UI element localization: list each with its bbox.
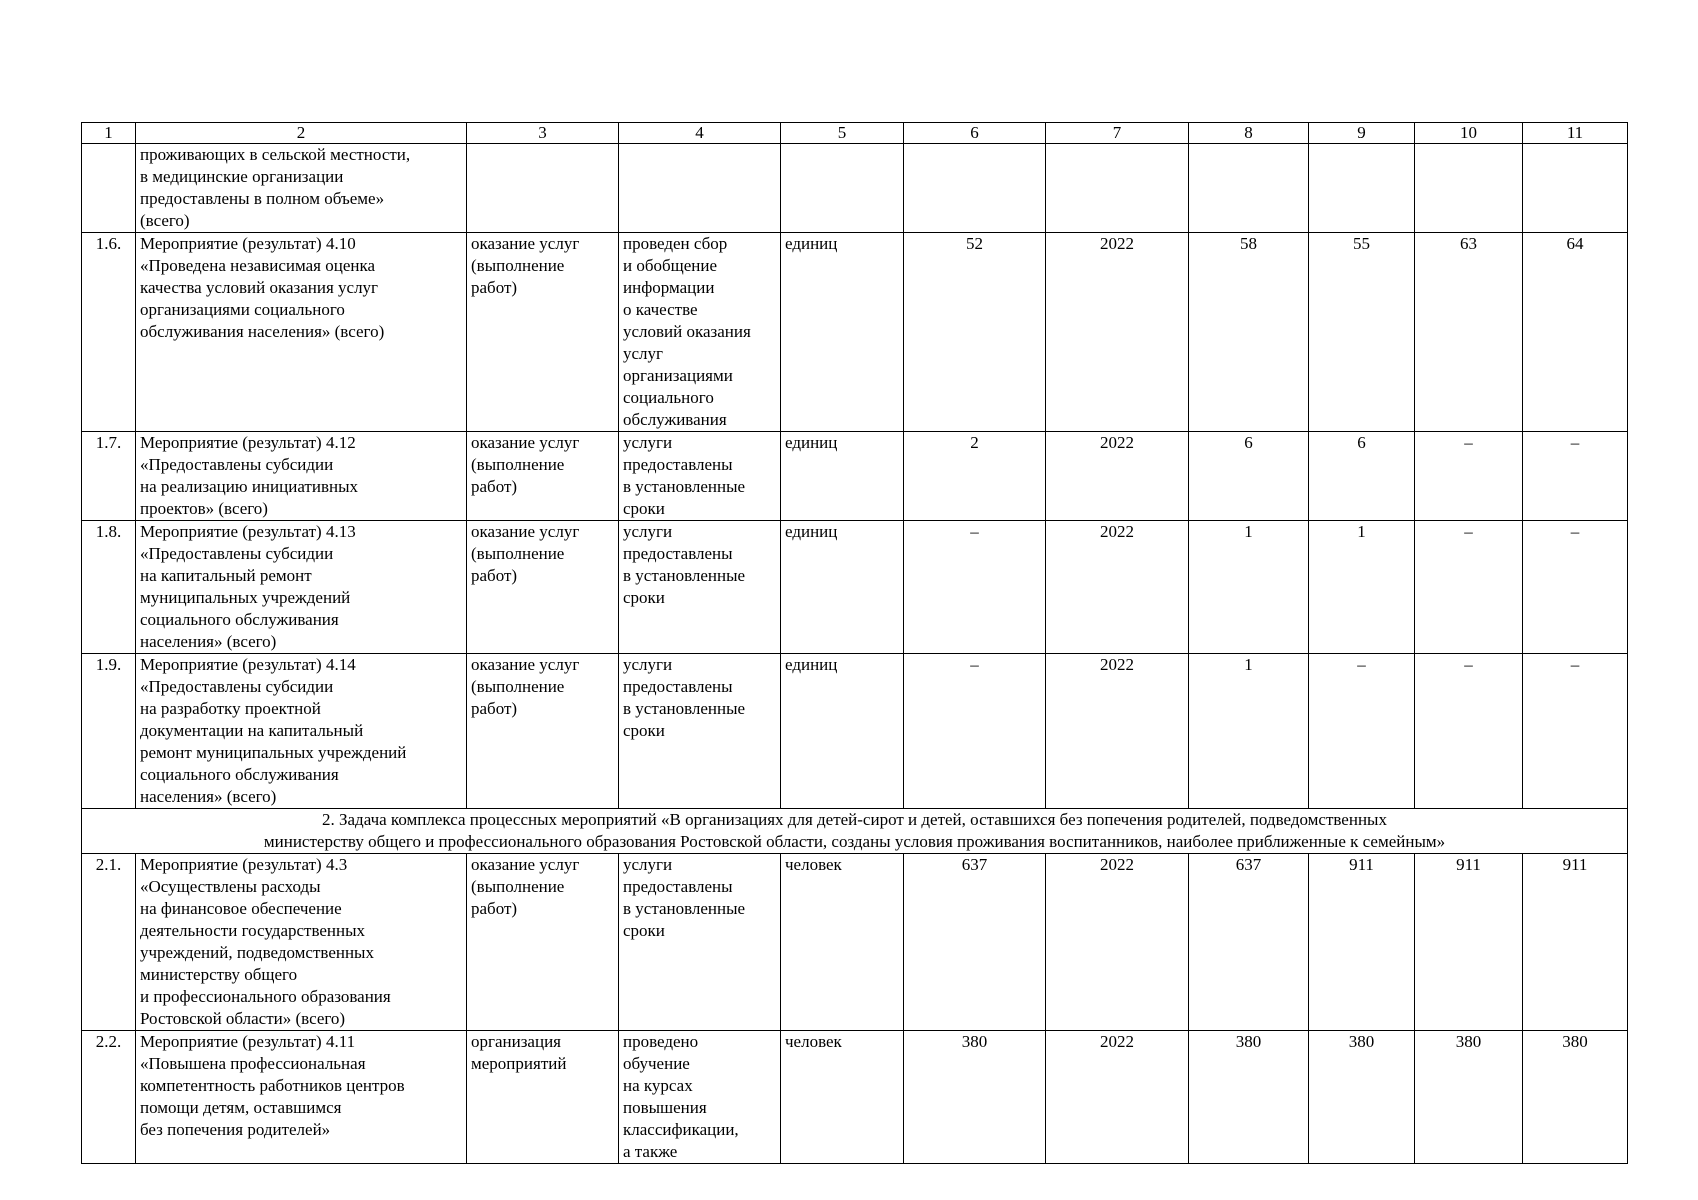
measure-type-cell: оказание услуг (выполнение работ) <box>467 654 619 809</box>
value-cell: 911 <box>1415 854 1523 1031</box>
value-cell: – <box>1523 432 1628 521</box>
value-cell: 1 <box>1189 521 1309 654</box>
value-cell: 380 <box>1415 1031 1523 1164</box>
value-cell: 380 <box>1189 1031 1309 1164</box>
base-year-cell: 2022 <box>1046 521 1189 654</box>
row-number-cell: 1.9. <box>82 654 136 809</box>
column-number-cell: 9 <box>1309 123 1415 144</box>
value-cell: – <box>1415 654 1523 809</box>
row-number-cell <box>82 144 136 233</box>
value-cell: – <box>1415 432 1523 521</box>
measure-type-cell <box>467 144 619 233</box>
value-cell: 58 <box>1189 233 1309 432</box>
value-cell: – <box>1523 654 1628 809</box>
task-section-row <box>82 809 1628 854</box>
measure-character-cell: проведен сбор и обобщение информации о качестве условий оказания услуг организациями социального обслуживания <box>619 233 781 432</box>
value-cell: 6 <box>1309 432 1415 521</box>
measure-character-cell <box>619 144 781 233</box>
measure-character-cell: услуги предоставлены в установленные сроки <box>619 654 781 809</box>
value-cell: 380 <box>1309 1031 1415 1164</box>
value-cell: 911 <box>1309 854 1415 1031</box>
unit-cell: единиц <box>781 521 904 654</box>
table-row <box>82 521 1628 654</box>
table-row <box>82 854 1628 1031</box>
base-value-cell: – <box>904 521 1046 654</box>
row-number-cell: 1.8. <box>82 521 136 654</box>
base-year-cell <box>1046 144 1189 233</box>
value-cell: 6 <box>1189 432 1309 521</box>
measure-type-cell: оказание услуг (выполнение работ) <box>467 521 619 654</box>
unit-cell: единиц <box>781 432 904 521</box>
column-number-cell: 1 <box>82 123 136 144</box>
value-cell: 1 <box>1189 654 1309 809</box>
value-cell: 63 <box>1415 233 1523 432</box>
value-cell: – <box>1415 521 1523 654</box>
measure-name-cell: Мероприятие (результат) 4.3 «Осуществлены расходы на финансовое обеспечение деятельности государственных учреждений, подведомственных министерству общего и профессионального образования Ростовской области» (всего) <box>136 854 467 1031</box>
base-value-cell: – <box>904 654 1046 809</box>
value-cell <box>1309 144 1415 233</box>
measure-character-cell: услуги предоставлены в установленные сроки <box>619 854 781 1031</box>
measure-type-cell: оказание услуг (выполнение работ) <box>467 854 619 1031</box>
measure-name-cell: Мероприятие (результат) 4.13 «Предоставлены субсидии на капитальный ремонт муниципальных учреждений социального обслуживания населения» (всего) <box>136 521 467 654</box>
column-number-cell: 2 <box>136 123 467 144</box>
measure-name-cell: Мероприятие (результат) 4.14 «Предоставлены субсидии на разработку проектной документации на капитальный ремонт муниципальных учреждений социального обслуживания населения» (всего) <box>136 654 467 809</box>
base-year-cell: 2022 <box>1046 432 1189 521</box>
base-year-cell: 2022 <box>1046 654 1189 809</box>
value-cell <box>1415 144 1523 233</box>
value-cell: 380 <box>1523 1031 1628 1164</box>
measure-character-cell: услуги предоставлены в установленные сроки <box>619 521 781 654</box>
table-row <box>82 432 1628 521</box>
unit-cell: единиц <box>781 654 904 809</box>
unit-cell <box>781 144 904 233</box>
measure-type-cell: организация мероприятий <box>467 1031 619 1164</box>
measure-type-cell: оказание услуг (выполнение работ) <box>467 233 619 432</box>
table-row <box>82 233 1628 432</box>
value-cell: 911 <box>1523 854 1628 1031</box>
measure-name-cell: Мероприятие (результат) 4.12 «Предоставлены субсидии на реализацию инициативных проектов» (всего) <box>136 432 467 521</box>
value-cell: – <box>1523 521 1628 654</box>
value-cell: 1 <box>1309 521 1415 654</box>
measures-table <box>81 122 1628 1164</box>
column-number-cell: 4 <box>619 123 781 144</box>
column-number-cell: 10 <box>1415 123 1523 144</box>
base-value-cell: 52 <box>904 233 1046 432</box>
measure-name-cell: Мероприятие (результат) 4.10 «Проведена независимая оценка качества условий оказания услуг организациями социального обслуживания населения» (всего) <box>136 233 467 432</box>
base-year-cell: 2022 <box>1046 233 1189 432</box>
base-value-cell: 637 <box>904 854 1046 1031</box>
base-year-cell: 2022 <box>1046 854 1189 1031</box>
task-heading: 2. Задача комплекса процессных мероприятий «В организациях для детей-сирот и детей, оставшихся без попечения родителей, подведомственных министерству общего и профессионального образования Ростовской области, созданы условия проживания воспитанников, наиболее приближенные к семейным» <box>82 809 1628 854</box>
value-cell: 64 <box>1523 233 1628 432</box>
row-number-cell: 1.7. <box>82 432 136 521</box>
column-number-cell: 5 <box>781 123 904 144</box>
value-cell: 637 <box>1189 854 1309 1031</box>
base-value-cell <box>904 144 1046 233</box>
value-cell: 55 <box>1309 233 1415 432</box>
column-number-row <box>82 123 1628 144</box>
measure-type-cell: оказание услуг (выполнение работ) <box>467 432 619 521</box>
column-number-cell: 3 <box>467 123 619 144</box>
column-number-cell: 6 <box>904 123 1046 144</box>
table-row <box>82 144 1628 233</box>
base-year-cell: 2022 <box>1046 1031 1189 1164</box>
measure-name-cell: Мероприятие (результат) 4.11 «Повышена профессиональная компетентность работников центров помощи детям, оставшимся без попечения родителей» <box>136 1031 467 1164</box>
measure-character-cell: проведено обучение на курсах повышения классификации, а также <box>619 1031 781 1164</box>
unit-cell: человек <box>781 1031 904 1164</box>
row-number-cell: 1.6. <box>82 233 136 432</box>
measure-character-cell: услуги предоставлены в установленные сроки <box>619 432 781 521</box>
unit-cell: человек <box>781 854 904 1031</box>
unit-cell: единиц <box>781 233 904 432</box>
base-value-cell: 380 <box>904 1031 1046 1164</box>
value-cell <box>1523 144 1628 233</box>
table-row <box>82 654 1628 809</box>
value-cell: – <box>1309 654 1415 809</box>
column-number-cell: 8 <box>1189 123 1309 144</box>
column-number-cell: 11 <box>1523 123 1628 144</box>
value-cell <box>1189 144 1309 233</box>
table-row <box>82 1031 1628 1164</box>
column-number-cell: 7 <box>1046 123 1189 144</box>
row-number-cell: 2.1. <box>82 854 136 1031</box>
measure-name-cell: проживающих в сельской местности, в медицинские организации предоставлены в полном объеме» (всего) <box>136 144 467 233</box>
base-value-cell: 2 <box>904 432 1046 521</box>
row-number-cell: 2.2. <box>82 1031 136 1164</box>
